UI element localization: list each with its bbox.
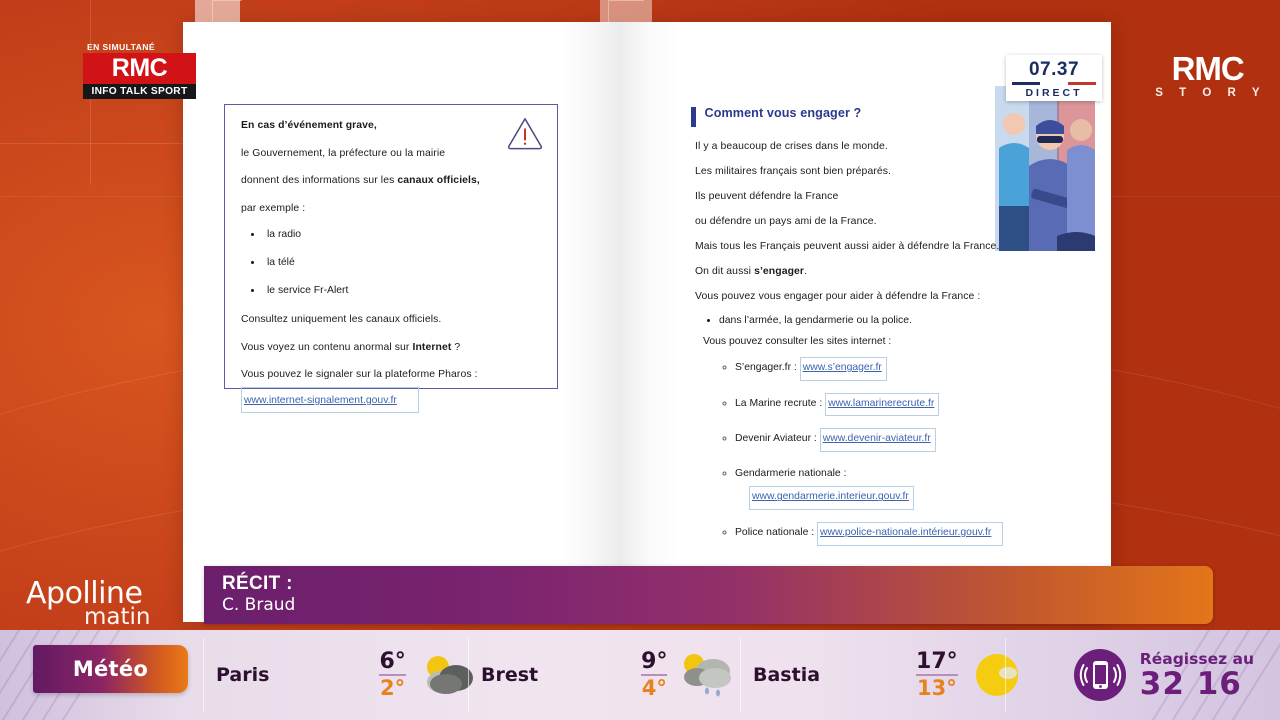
body-line-3: Ils peuvent défendre la France <box>695 191 839 202</box>
site-item-sengager <box>735 359 1030 381</box>
weather-divider-4 <box>1005 638 1006 712</box>
channel-name: RMC <box>1171 50 1244 87</box>
weather-city-bastia <box>753 630 1030 720</box>
list-item: • la télé <box>263 257 541 268</box>
sites-intro: Vous pouvez consulter les sites internet : <box>703 336 892 347</box>
cta-text <box>1140 650 1254 701</box>
list-item: • dans l’armée, la gendarmerie ou la police. <box>719 315 1030 326</box>
document-left-page <box>183 22 561 622</box>
body-line-6-prefix: On dit aussi <box>695 266 755 277</box>
clock-time: 07.37 <box>1028 59 1080 80</box>
alert-closing-1: Consultez uniquement les canaux officiels. <box>241 314 442 325</box>
weather-bar <box>0 630 1280 720</box>
weather-divider-1 <box>203 638 204 712</box>
show-logo <box>26 576 151 630</box>
site-label: Police nationale : <box>735 527 815 539</box>
sheet-notch-left <box>195 0 240 22</box>
site-link-box[interactable] <box>825 393 939 417</box>
weather-section-label: Météo <box>72 657 149 681</box>
lower-third-subject: C. Braud <box>222 595 296 615</box>
temp-low: 4° <box>641 676 667 700</box>
temp-high: 9° <box>641 649 668 674</box>
document-right-page <box>679 22 1111 622</box>
alert-closing-2 <box>241 341 541 354</box>
alert-line-3-prefix: donnent des informations sur les <box>241 175 398 186</box>
phone-vibrate-icon <box>1073 648 1127 702</box>
weather-city-paris <box>216 630 478 720</box>
body-line-6 <box>695 265 1030 278</box>
body-line-2: Les militaires français sont bien préparés. <box>695 166 892 177</box>
body-line-6-bold: s’engager <box>754 266 805 277</box>
sun-icon <box>968 651 1030 699</box>
police-link[interactable]: www.police-nationale.intérieur.gouv.fr <box>820 527 992 539</box>
site-item-gendarmerie <box>735 466 1030 510</box>
alert-closing-2-prefix: Vous voyez un contenu anormal sur <box>241 341 413 353</box>
right-page-body <box>695 140 1030 560</box>
show-name-line1: Apolline <box>26 576 143 611</box>
site-label: S’engager.fr : <box>735 362 797 373</box>
list-item: • la radio <box>263 229 541 240</box>
warning-triangle-icon <box>506 115 544 151</box>
alert-line-3-bold: canaux officiels, <box>397 175 480 186</box>
pharos-link-box[interactable] <box>241 387 419 413</box>
city-name: Brest <box>481 664 539 686</box>
site-item-police <box>735 524 1030 546</box>
alert-line-3 <box>241 174 541 187</box>
site-item-aviateur <box>735 430 1030 452</box>
city-name: Paris <box>216 664 270 686</box>
alert-closing-2-bold: Internet <box>412 341 452 353</box>
sun-cloud-rain-icon <box>677 651 739 699</box>
city-name: Bastia <box>753 664 821 686</box>
site-link-box[interactable] <box>820 428 936 452</box>
simulcast-logo <box>83 42 196 99</box>
body-line-6-suffix: . <box>804 266 808 277</box>
sheet-notch-right <box>600 0 652 22</box>
weather-city-brest <box>481 630 739 720</box>
channel-sub: S T O R Y <box>1155 87 1266 99</box>
alert-closing-3: Vous pouvez le signaler sur la plateforme Pharos : <box>241 369 478 380</box>
viewer-interaction-cta[interactable] <box>1073 648 1254 702</box>
temp-low: 2° <box>380 676 406 700</box>
alert-line-2: le Gouvernement, la préfecture ou la mairie <box>241 147 446 159</box>
site-item-marine <box>735 395 1030 417</box>
engagement-intro: Vous pouvez vous engager pour aider à défendre la France : <box>695 291 981 302</box>
gendarmerie-link[interactable]: www.gendarmerie.interieur.gouv.fr <box>752 491 909 503</box>
temperature-block <box>379 650 405 700</box>
list-item: • le service Fr-Alert <box>263 285 541 296</box>
marine-link[interactable]: www.lamarinerecrute.fr <box>828 397 935 409</box>
site-label: La Marine recrute : <box>735 397 823 409</box>
site-label: Devenir Aviateur : <box>735 433 817 445</box>
rmc-wordmark: RMC <box>83 53 196 84</box>
cta-line-2: 32 16 <box>1139 665 1242 702</box>
weather-divider-2 <box>468 638 469 712</box>
aviateur-link[interactable]: www.devenir-aviateur.fr <box>822 433 931 445</box>
right-page-heading-wrap <box>691 106 861 127</box>
simulcast-label: EN SIMULTANÉ <box>87 42 155 52</box>
sengager-link[interactable]: www.s’engager.fr <box>802 362 882 373</box>
engagement-list <box>719 315 1030 326</box>
temperature-block <box>641 650 667 700</box>
official-channels-list <box>263 229 541 296</box>
weather-divider-3 <box>740 638 741 712</box>
temp-low: 13° <box>916 676 957 700</box>
cta-line-1: Réagissez au <box>1139 649 1254 668</box>
heading-accent-bar <box>691 107 696 127</box>
body-line-1: Il y a beaucoup de crises dans le monde. <box>695 141 888 152</box>
site-label: Gendarmerie nationale : <box>735 467 847 479</box>
alert-line-1-text: En cas d’événement grave, <box>241 120 377 131</box>
sites-list <box>735 359 1030 546</box>
site-link-box[interactable] <box>817 522 1003 546</box>
temp-high: 17° <box>916 649 958 674</box>
pharos-link[interactable]: www.internet-signalement.gouv.fr <box>244 395 397 406</box>
site-link-box[interactable] <box>749 486 914 510</box>
weather-section-button[interactable] <box>33 645 188 693</box>
lower-third-kicker: RÉCIT : <box>222 573 293 594</box>
clock-widget <box>1006 55 1102 101</box>
rmc-tagline: INFO TALK SPORT <box>83 84 196 99</box>
channel-logo <box>1149 52 1266 100</box>
temp-high: 6° <box>379 649 406 674</box>
alert-line-1 <box>241 119 541 132</box>
temperature-block <box>916 650 958 700</box>
alert-info-box <box>224 104 558 406</box>
live-status: DIRECT <box>1025 87 1083 99</box>
alert-closing-2-suffix: ? <box>451 341 461 353</box>
alert-line-4: par exemple : <box>241 202 306 214</box>
body-line-5: Mais tous les Français peuvent aussi aider à défendre la France. <box>695 241 1000 252</box>
body-line-4: ou défendre un pays ami de la France. <box>695 216 877 227</box>
show-name-line2: matin <box>84 604 151 630</box>
page-title: Comment vous engager ? <box>704 106 862 120</box>
lower-third-banner <box>204 566 1213 624</box>
site-link-box[interactable] <box>800 357 887 381</box>
